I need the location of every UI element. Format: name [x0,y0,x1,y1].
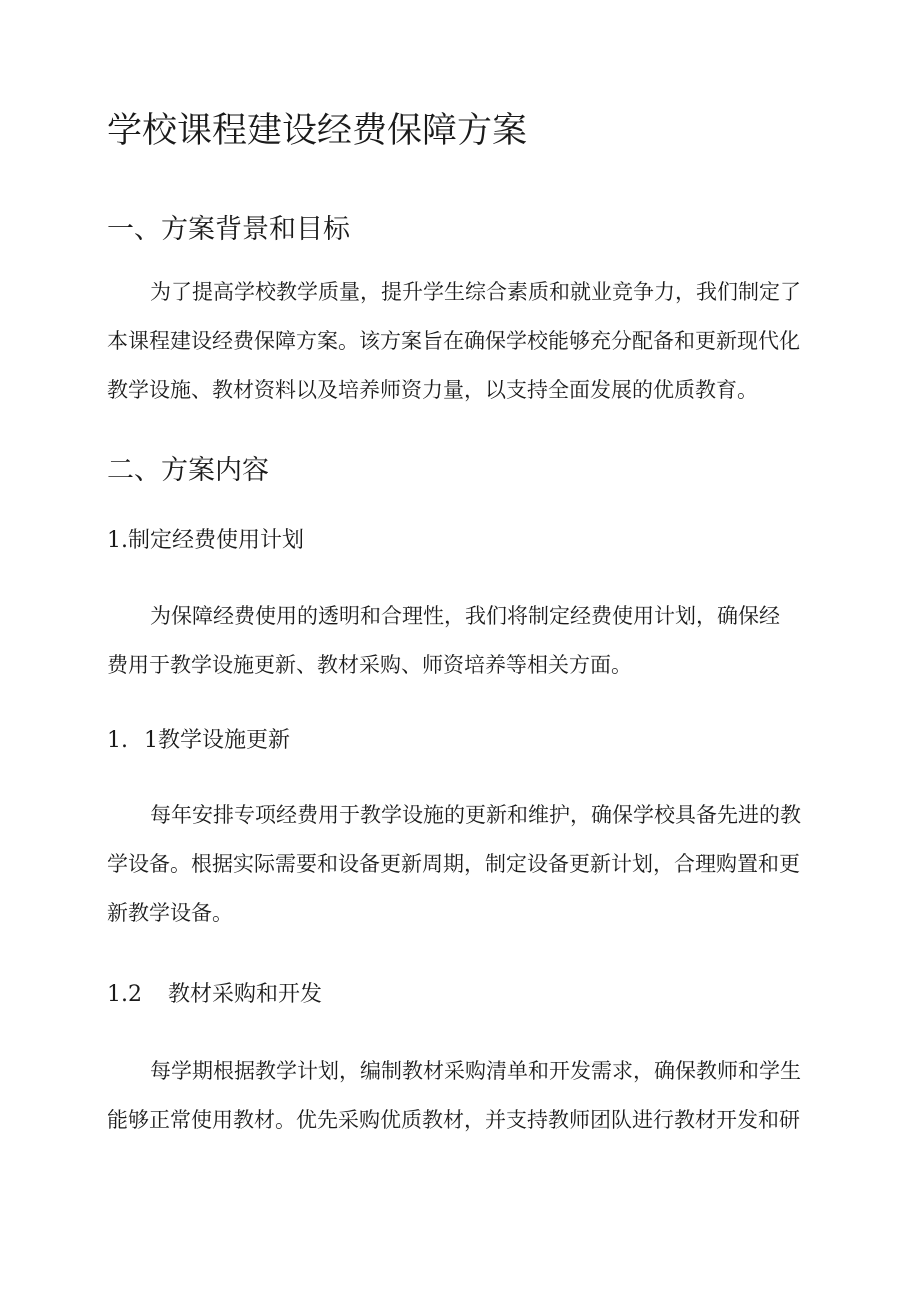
subsection-1-1-heading [107,724,290,758]
subsection-1-2-heading [107,978,322,1012]
paragraph-line: 本课程建设经费保障方案。该方案旨在确保学校能够充分配备和更新现代化 [107,329,800,353]
subsection-number: 1.2 [107,982,142,1007]
section-2-heading: 二、方案内容 [107,455,269,486]
subsection-1-1-paragraph [107,791,820,938]
subsection-title: 教材采购和开发 [168,982,323,1007]
document-title: 学校课程建设经费保障方案 [107,111,528,151]
paragraph-line: 为了提高学校教学质量，提升学生综合素质和就业竞争力，我们制定了 [150,280,801,304]
paragraph-line: 新教学设备。 [107,901,233,925]
subsection-1-paragraph [107,592,820,690]
paragraph-line: 每学期根据教学计划，编制教材采购清单和开发需求，确保教师和学生 [150,1059,801,1083]
paragraph-line: 学设备。根据实际需要和设备更新周期，制定设备更新计划，合理购置和更 [107,852,800,876]
subsection-1-heading: 1.制定经费使用计划 [107,528,304,553]
section-1-heading: 一、方案背景和目标 [107,214,350,245]
subsection-title: 1教学设施更新 [144,728,290,753]
section-1-paragraph [107,268,820,415]
subsection-number: 1. [107,728,128,753]
paragraph-line: 每年安排专项经费用于教学设施的更新和维护，确保学校具备先进的教 [150,803,801,827]
paragraph-line: 能够正常使用教材。优先采购优质教材，并支持教师团队进行教材开发和研 [107,1108,800,1132]
paragraph-line: 费用于教学设施更新、教材采购、师资培养等相关方面。 [107,653,632,677]
paragraph-line: 教学设施、教材资料以及培养师资力量，以支持全面发展的优质教育。 [107,378,758,402]
paragraph-line: 为保障经费使用的透明和合理性，我们将制定经费使用计划，确保经 [150,604,780,628]
subsection-1-2-paragraph [107,1047,820,1145]
